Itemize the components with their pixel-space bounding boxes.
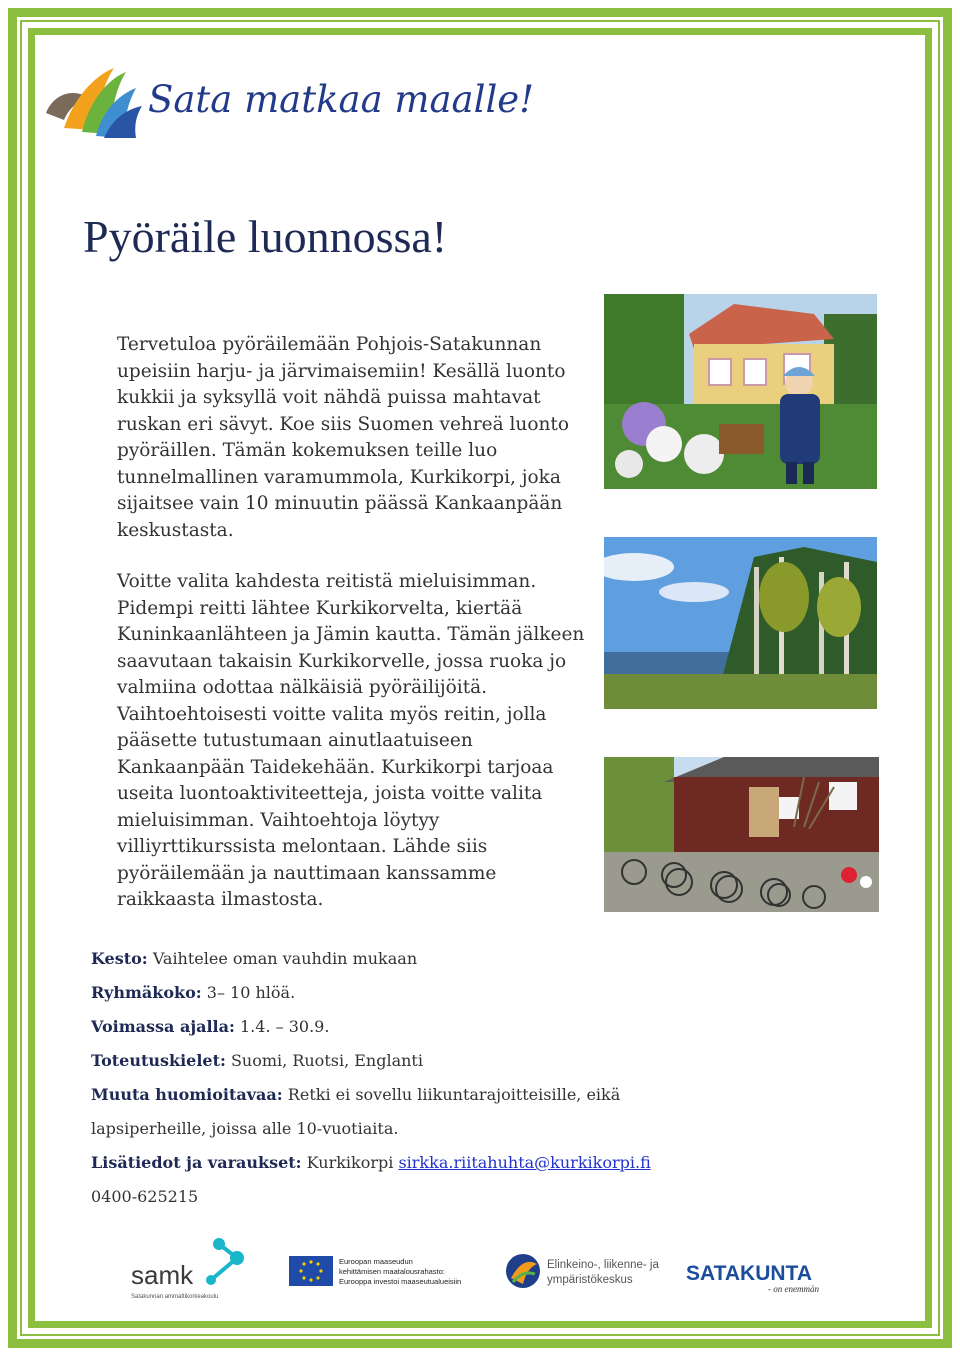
satakunta-name: SATAKUNTA [686, 1262, 812, 1285]
photo-bicycles-red-building [604, 757, 879, 912]
duration-label: Kesto: [91, 949, 148, 968]
samk-subtitle: Satakunnan ammattikorkeakoulu [131, 1294, 219, 1300]
samk-name: samk [131, 1260, 194, 1290]
routes-paragraph: Voitte valita kahdesta reitistä mieluisimman. Pidempi reitti lähtee Kurkikorvelta, kiertää Kuninkaanlähteen ja Jämin kautta. Tämän jälkeen saavutaan takaisin Kurkikorvelle, jossa ruoka jo valmiina odottaa nälkäisiä pyöräilijöitä. Vaihtoehtoisesti voitte valita myös reitin, jolla pääsette tutustumaan ainutlaatuiseen Kankaanpään Taidekehään. Kurkikorpi tarjoaa useita luontoaktiviteetteja, joista voitte valita mieluisimman. Vaihtoehtoja löytyy villiyrttikurssista melontaan. Lähde siis pyöräilemään ja nauttimaan kanssamme raikkaasta ilmastosta. [117, 571, 585, 910]
eu-fund-logo [289, 1254, 464, 1288]
group-size-label: Ryhmäkoko: [91, 983, 202, 1002]
sata-matkaa-logo [44, 58, 535, 140]
duration-value: Vaihtelee oman vauhdin mukaan [152, 949, 418, 968]
satakunta-logo [686, 1258, 831, 1298]
intro-paragraph: Tervetuloa pyöräilemään Pohjois-Satakunnan upeisiin harju- ja järvimaisemiin! Kesällä luonto kukkii ja syksyllä voit nähdä puissa mahtavat ruskan eri sävyt. Koe siis Suomen vehreä luonto pyöräillen. Tämän kokemuksen teille luo tunnelmallinen varamummola, Kurkikorpi, joka sijaitsee vain 10 minuutin päässä Kankaanpään keskustasta. [117, 334, 569, 541]
validity-label: Voimassa ajalla: [91, 1017, 235, 1036]
notes-value-line2: lapsiperheille, joissa alle 10-vuotiaita. [91, 1119, 399, 1138]
slogan-text: Sata matkaa maalle! [148, 78, 535, 121]
validity-row [91, 1013, 691, 1047]
info-label: Lisätiedot ja varaukset: [91, 1153, 302, 1172]
group-size-value: 3– 10 hlöä. [206, 983, 296, 1002]
eu-line3: Eurooppa investoi maaseutualueisiin [339, 1277, 462, 1286]
email-link[interactable]: sirkka.riitahuhta@kurkikorpi.fi [398, 1153, 651, 1172]
notes-value-line1: Retki ei sovellu liikuntarajoitteisille, eikä [287, 1085, 621, 1104]
languages-value: Suomi, Ruotsi, Englanti [230, 1051, 423, 1070]
languages-row [91, 1047, 691, 1081]
ely-line2: ympäristökeskus [547, 1274, 633, 1286]
group-size-row [91, 979, 691, 1013]
satakunta-tagline: - on enemmän [768, 1284, 819, 1294]
phone-number: 0400-625215 [91, 1187, 199, 1206]
notes-label: Muuta huomioitavaa: [91, 1085, 283, 1104]
eu-line1: Euroopan maaseudun [339, 1257, 413, 1266]
photo-forest-lake [604, 537, 877, 709]
phone-row [91, 1183, 691, 1217]
notes-row-continued [91, 1115, 691, 1149]
ely-centre-logo [505, 1250, 660, 1292]
notes-row [91, 1081, 691, 1115]
landscape-swoosh-icon [44, 58, 144, 140]
info-row [91, 1149, 691, 1183]
eu-line2: kehittämisen maatalousrahasto: [339, 1267, 445, 1276]
samk-logo [131, 1236, 251, 1302]
ely-line1: Elinkeino-, liikenne- ja [547, 1259, 659, 1271]
duration-row [91, 945, 691, 979]
validity-value: 1.4. – 30.9. [240, 1017, 330, 1036]
details-section [91, 945, 691, 1217]
page-title: Pyöräile luonnossa! [83, 211, 448, 262]
info-value: Kurkikorpi [306, 1153, 394, 1172]
languages-label: Toteutuskielet: [91, 1051, 226, 1070]
photo-child-yellow-house [604, 294, 877, 489]
